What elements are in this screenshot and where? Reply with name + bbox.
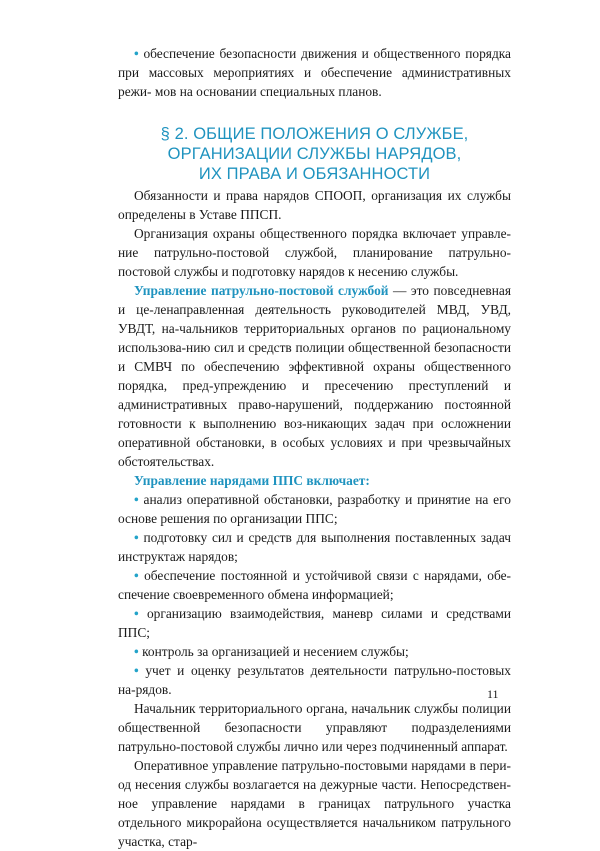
list-item-text: учет и оценку результатов деятельности патрульно-постовых на-рядов. — [118, 663, 511, 697]
list-heading: Управление нарядами ППС включает: — [134, 473, 370, 488]
paragraph-6: Оперативное управление патрульно-постовыми нарядами в пери-од несения службы возлагается на дежурные части. Непосредствен-ное управление нарядами в границах патрульного участка отдельного микрорайона осуществляется начальником патрульного участка, стар- — [118, 758, 511, 849]
term-ppsp-management: Управление патрульно-постовой службой — [134, 283, 389, 298]
top-line-1: обеспечение безопасности движения и общественного порядка — [143, 46, 511, 61]
list-item — [118, 604, 511, 642]
list-item-text: организацию взаимодействия, маневр силами и средствами ППС; — [118, 606, 512, 640]
heading-line-3: ИХ ПРАВА И ОБЯЗАННОСТИ — [198, 165, 431, 183]
paragraph-5: Начальник территориального органа, начальник службы полиции общественной безопасности управляют подразделениями патрульно-постовой службы лично или через подчиненный аппарат. — [118, 701, 511, 754]
list-item — [118, 661, 511, 699]
top-paragraph — [118, 44, 511, 101]
bullet-icon: • — [134, 663, 139, 678]
list-item — [118, 642, 511, 661]
bullet-icon: • — [134, 644, 139, 659]
list-item-text: контроль за организацией и несением службы; — [142, 644, 409, 659]
heading-line-1: § 2. ОБЩИЕ ПОЛОЖЕНИЯ О СЛУЖБЕ, — [160, 125, 469, 143]
top-line-3: мов на основании специальных планов. — [154, 84, 382, 99]
section-heading — [118, 124, 511, 184]
list-item — [118, 566, 511, 604]
bullet-icon: • — [134, 46, 139, 61]
heading-line-2: ОРГАНИЗАЦИИ СЛУЖБЫ НАРЯДОВ, — [167, 145, 462, 163]
paragraph-3 — [118, 281, 511, 471]
page-number: 11 — [487, 687, 499, 701]
paragraph-2: Организация охраны общественного порядка включает управле-ние патрульно-постовой службой, планирование патрульно-постовой службы и подготовку нарядов к несению службы. — [118, 226, 511, 279]
list-item-text: обеспечение постоянной и устойчивой связи с нарядами, обе-спечение своевременного обмена информацией; — [118, 568, 511, 602]
paragraph-1: Обязанности и права нарядов СПООП, организация их службы определены в Уставе ППСП. — [118, 188, 511, 222]
list-item-text: анализ оперативной обстановки, разработку и принятие на его основе решения по организации ППС; — [118, 492, 511, 526]
paragraph-3-text: — это повседневная и це-ленаправленная деятельность руководителей МВД, УВД, УВДТ, на-чальников территориальных органов по рациональному использова-нию сил и средств полиции общественной безопасности и СМВЧ по обеспечению эффективной охраны общественного порядка, пред-упреждению и пресечению преступлений и административных право-нарушений, поддержанию постоянной готовности к выполнению воз-никающих задач при осложнении оперативной обстановки, в особых условиях и при чрезвычайных обстоятельствах. — [118, 283, 511, 469]
bullet-icon: • — [134, 606, 139, 621]
list-item — [118, 528, 511, 566]
top-line-2: при массовых мероприятиях и обеспечение административных режи- — [118, 65, 511, 99]
body-text — [118, 186, 511, 851]
bullet-icon: • — [134, 492, 139, 507]
bullet-icon: • — [134, 530, 139, 545]
list-item-text: подготовку сил и средств для выполнения поставленных задач инструктаж нарядов; — [118, 530, 511, 564]
bullet-icon: • — [134, 568, 139, 583]
list-item — [118, 490, 511, 528]
